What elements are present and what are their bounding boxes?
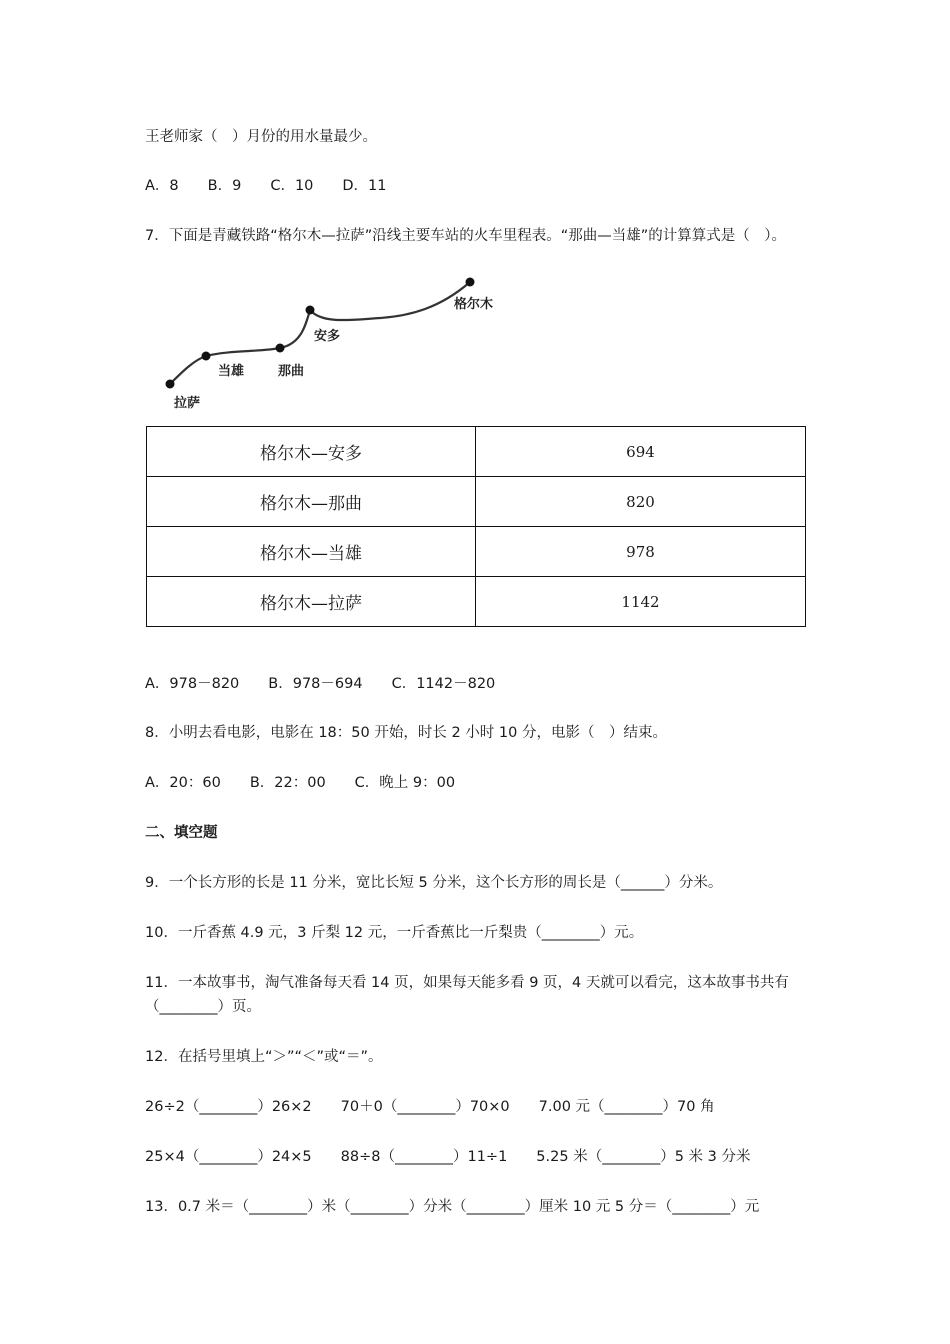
route-cell: 格尔木—那曲 <box>147 477 476 527</box>
q10: 10．一斤香蕉 4.9 元，3 斤梨 12 元，一斤香蕉比一斤梨贵（________）元。 <box>145 925 644 941</box>
q9: 9．一个长方形的长是 11 分米，宽比长短 5 分米，这个长方形的周长是（______）分米。 <box>145 875 723 891</box>
route-cell: 格尔木—当雄 <box>147 527 476 577</box>
q13: 13．0.7 米＝（________）米（________）分米（________）厘米 10 元 5 分＝（________）元 <box>145 1199 760 1215</box>
q12-row1: 26÷2（________）26×2 70＋0（________）70×0 7.00 元（________）70 角 <box>145 1099 715 1115</box>
route-cell: 格尔木—安多 <box>147 427 476 477</box>
route-cell: 格尔木—拉萨 <box>147 577 476 627</box>
table-row <box>147 477 806 527</box>
station-dot-geermu <box>466 278 475 287</box>
station-dot-lasa <box>166 380 175 389</box>
station-dot-anduo <box>306 306 315 315</box>
section-heading: 二、填空题 <box>145 825 218 841</box>
km-cell: 694 <box>476 427 806 477</box>
q6-tail: 王老师家（ ）月份的用水量最少。 <box>145 129 377 145</box>
km-cell: 1142 <box>476 577 806 627</box>
station-label-dangxiong: 当雄 <box>218 364 245 379</box>
km-cell: 820 <box>476 477 806 527</box>
q7-options: A．978－820 B．978－694 C．1142－820 <box>145 676 496 692</box>
q11-line1: 11．一本故事书，淘气准备每天看 14 页，如果每天能多看 9 页，4 天就可以看完，这本故事书共有 <box>145 975 789 991</box>
km-cell: 978 <box>476 527 806 577</box>
q12-row2: 25×4（________）24×5 88÷8（________）11÷1 5.25 米（________）5 米 3 分米 <box>145 1149 751 1165</box>
q11-line2: （________）页。 <box>145 999 261 1015</box>
station-label-naqu: 那曲 <box>278 364 305 379</box>
q6-options: A．8 B．9 C．10 D．11 <box>145 178 387 194</box>
railway-map <box>150 268 510 418</box>
station-dot-naqu <box>276 344 285 353</box>
station-dot-dangxiong <box>202 352 211 361</box>
station-label-lasa: 拉萨 <box>174 396 201 411</box>
table-row <box>147 527 806 577</box>
station-label-geermu: 格尔木 <box>454 297 494 312</box>
table-row <box>147 427 806 477</box>
station-label-anduo: 安多 <box>314 329 341 344</box>
table-row <box>147 577 806 627</box>
q8-options: A．20：60 B．22：00 C．晚上 9：00 <box>145 775 456 791</box>
q7-stem: 7．下面是青藏铁路“格尔木—拉萨”沿线主要车站的火车里程表。“那曲—当雄”的计算算式是（ ）。 <box>145 228 787 244</box>
q8-stem: 8．小明去看电影，电影在 18：50 开始，时长 2 小时 10 分，电影（ ）结束。 <box>145 725 667 741</box>
distance-table <box>146 426 806 627</box>
q12-stem: 12．在括号里填上“＞”“＜”或“＝”。 <box>145 1049 383 1065</box>
